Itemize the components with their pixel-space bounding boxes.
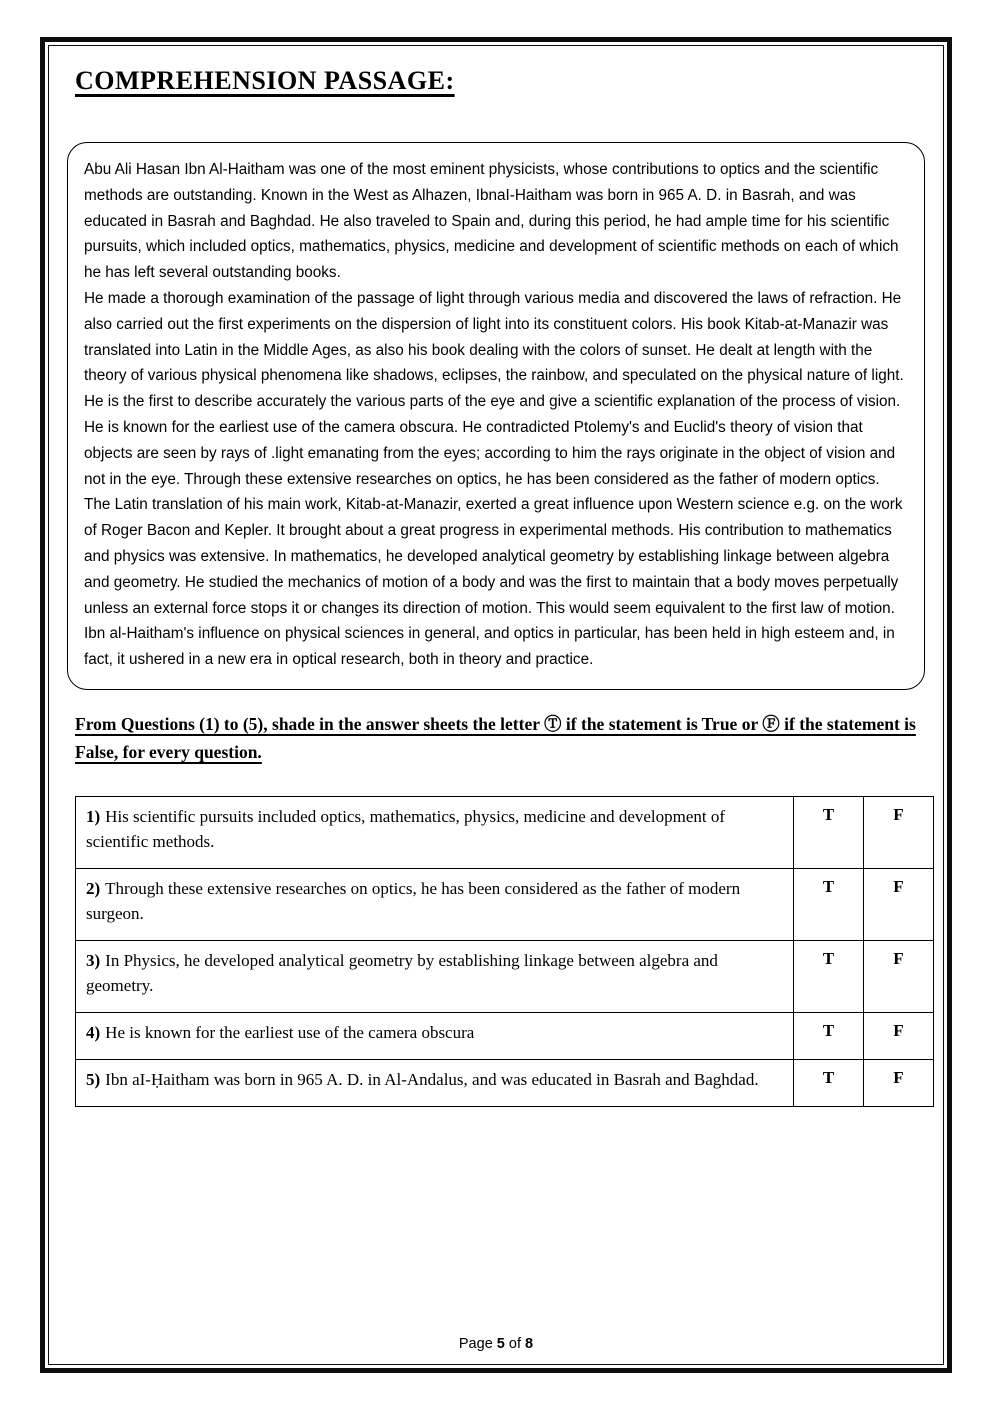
false-option: F [864, 1059, 934, 1106]
page-footer [49, 1336, 943, 1352]
page-border-outer [40, 37, 952, 1373]
false-option: F [864, 868, 934, 940]
question-text: Through these extensive researches on optics, he has been considered as the father of modern surgeon. [86, 878, 741, 923]
true-option: T [794, 796, 864, 868]
false-option: F [864, 940, 934, 1012]
question-text: His scientific pursuits included optics, mathematics, physics, medicine and development of scientific methods. [86, 806, 726, 851]
false-option: F [864, 796, 934, 868]
question-number: 1) [86, 806, 101, 826]
question-text-cell [76, 796, 794, 868]
question-text: He is known for the earliest use of the camera obscura [105, 1022, 475, 1042]
question-number: 4) [86, 1022, 101, 1042]
question-row [76, 796, 934, 868]
footer-page-number: 5 [496, 1336, 505, 1352]
question-text: In Physics, he developed analytical geometry by establishing linkage between algebra and geometry. [86, 950, 718, 995]
footer-middle: of [504, 1336, 526, 1352]
question-text-cell [76, 940, 794, 1012]
questions-table [75, 796, 934, 1107]
instructions-text: From Questions (1) to (5), shade in the answer sheets the letter Ⓣ if the statement is True or Ⓕ if the statement is False, for every question. [75, 713, 916, 762]
question-text: Ibn aI-Ḥaitham was born in 965 A. D. in Al-Andalus, and was educated in Basrah and Baghdad. [105, 1069, 759, 1089]
instructions [75, 710, 925, 766]
question-text-cell [76, 1059, 794, 1106]
true-option: T [794, 940, 864, 1012]
footer-total-pages: 8 [525, 1336, 534, 1352]
passage-paragraph: He made a thorough examination of the passage of light through various media and discovered the laws of refraction. He also carried out the first experiments on the dispersion of light into its constituent colors. His book Kitab-at-Manazir was translated into Latin in the Middle Ages, as also his book dealing with the colors of sunset. He dealt at length with the theory of various physical phenomena like shadows, eclipses, the rainbow, and speculated on the physical nature of light. He is the first to describe accurately the various parts of the eye and give a scientific explanation of the process of vision. He is known for the earliest use of the camera obscura. He contradicted Ptolemy's and Euclid's theory of vision that objects are seen by rays of .light emanating from the eyes; according to him the rays originate in the object of vision and not in the eye. Through these extensive researches on optics, he has been considered as the father of modern optics. [84, 289, 904, 488]
question-number: 2) [86, 878, 101, 898]
true-option: T [794, 1012, 864, 1059]
false-option: F [864, 1012, 934, 1059]
question-row [76, 868, 934, 940]
question-row [76, 1059, 934, 1106]
footer-prefix: Page [458, 1336, 497, 1352]
true-option: T [794, 868, 864, 940]
passage-box [67, 142, 925, 690]
question-number: 5) [86, 1069, 101, 1089]
page-border-inner [48, 45, 944, 1365]
passage-paragraph: Ibn al-Haitham's influence on physical sciences in general, and optics in particular, has been held in high esteem and, in fact, it ushered in a new era in optical research, both in theory and practice. [84, 625, 895, 669]
question-text-cell [76, 1012, 794, 1059]
question-row [76, 940, 934, 1012]
question-row [76, 1012, 934, 1059]
question-number: 3) [86, 950, 101, 970]
page-title: COMPREHENSION PASSAGE: [75, 66, 455, 95]
question-text-cell [76, 868, 794, 940]
passage-paragraph: Abu Ali Hasan Ibn Al-Haitham was one of the most eminent physicists, whose contributions to optics and the scientific methods are outstanding. Known in the West as Alhazen, IbnaI-Haitham was born in 965 A. D. in Basrah, and was educated in Basrah and Baghdad. He also traveled to Spain and, during this period, he had ample time for his scientific pursuits, which included optics, mathematics, physics, medicine and development of scientific methods on each of which he has left several outstanding books. [84, 161, 899, 282]
true-option: T [794, 1059, 864, 1106]
passage-paragraph: The Latin translation of his main work, Kitab-at-Manazir, exerted a great influence upon Western science e.g. on the work of Roger Bacon and Kepler. It brought about a great progress in experimental methods. His contribution to mathematics and physics was extensive. In mathematics, he developed analytical geometry by establishing linkage between algebra and geometry. He studied the mechanics of motion of a body and was the first to maintain that a body moves perpetually unless an external force stops it or changes its direction of motion. This would seem equivalent to the first law of motion. [84, 496, 903, 617]
